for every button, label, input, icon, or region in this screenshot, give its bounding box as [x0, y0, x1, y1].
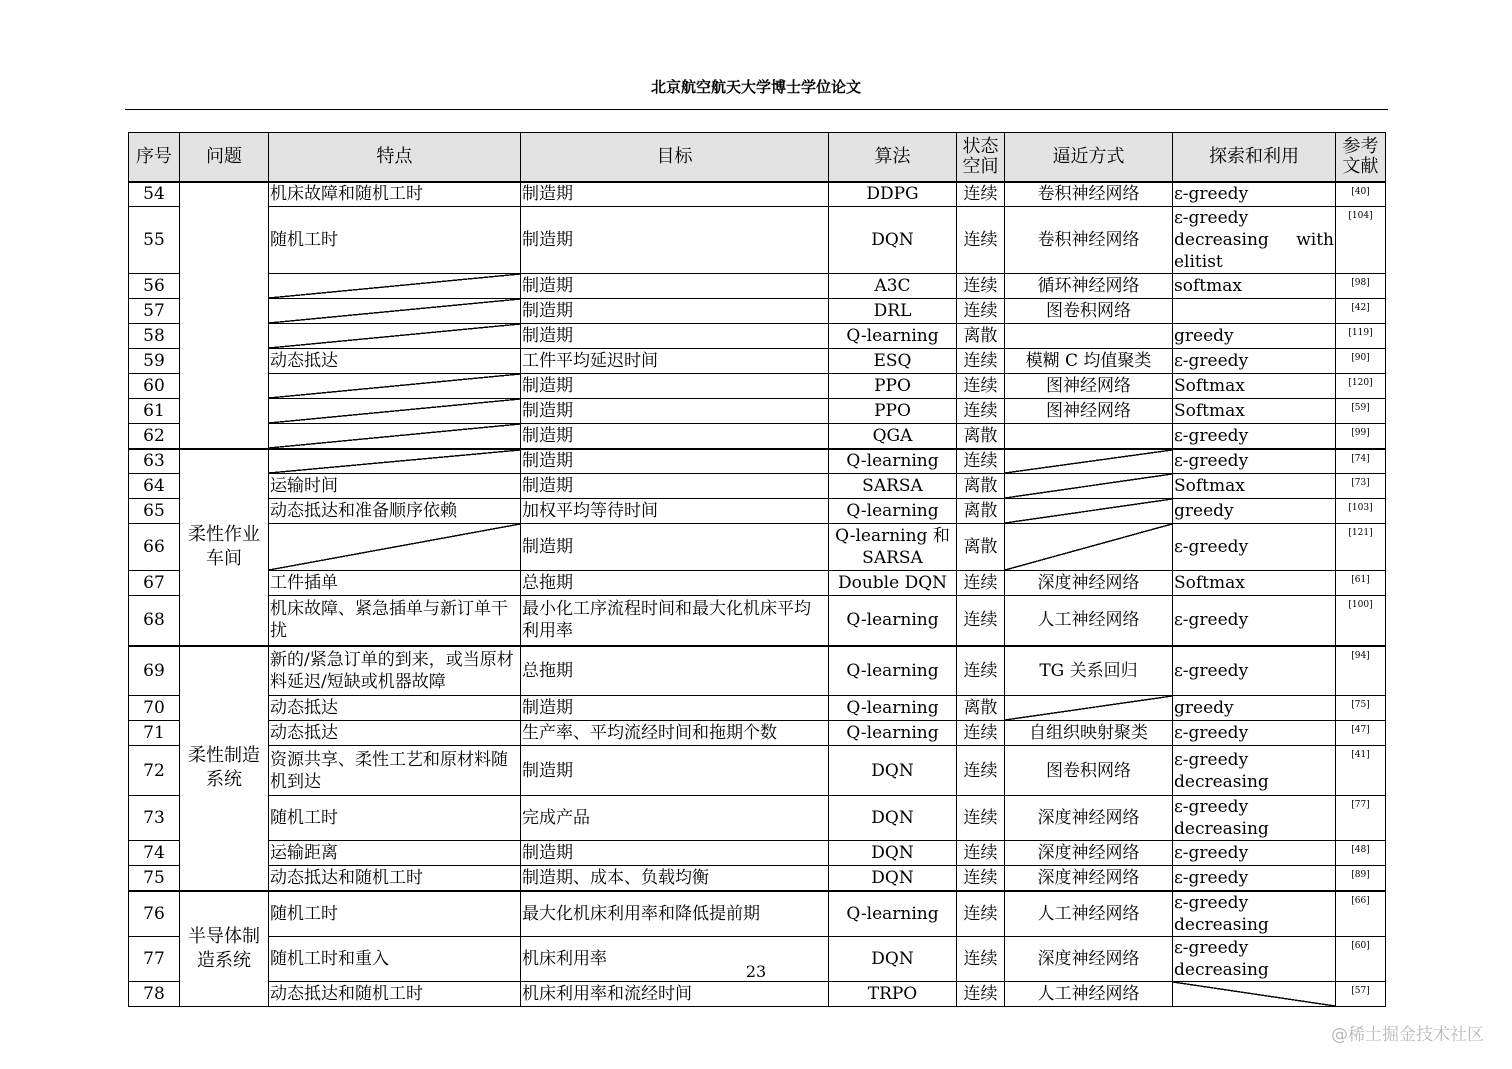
- state-space-cell: 连续: [957, 449, 1005, 474]
- exploration-cell: greedy: [1173, 499, 1336, 524]
- feature-cell: 动态抵达和随机工时: [269, 981, 521, 1006]
- goal-cell: 制造期: [521, 449, 829, 474]
- row-index-cell: 56: [129, 274, 180, 299]
- state-space-cell: 连续: [957, 207, 1005, 274]
- exploration-cell: ε-greedy: [1173, 841, 1336, 866]
- goal-cell: 制造期: [521, 696, 829, 721]
- approximation-cell: 深度神经网络: [1005, 936, 1173, 981]
- feature-cell: [269, 424, 521, 449]
- column-header: 特点: [269, 133, 521, 182]
- reference-cell: [121]: [1336, 524, 1386, 571]
- state-space-cell: 离散: [957, 474, 1005, 499]
- feature-cell: [269, 399, 521, 424]
- state-space-cell: 连续: [957, 936, 1005, 981]
- state-space-cell: 连续: [957, 182, 1005, 207]
- algorithm-cell: Q-learning: [829, 891, 957, 937]
- goal-cell: 总拖期: [521, 571, 829, 596]
- goal-cell: 制造期: [521, 746, 829, 796]
- state-space-cell: 离散: [957, 524, 1005, 571]
- row-index-cell: 54: [129, 182, 180, 207]
- row-index-cell: 65: [129, 499, 180, 524]
- reference-cell: [89]: [1336, 866, 1386, 891]
- algorithm-cell: Q-learning: [829, 721, 957, 746]
- table-row: [129, 646, 1386, 696]
- approximation-cell: 卷积神经网络: [1005, 182, 1173, 207]
- row-index-cell: 77: [129, 936, 180, 981]
- table-row: [129, 866, 1386, 891]
- reference-cell: [119]: [1336, 324, 1386, 349]
- approximation-cell: 图卷积网络: [1005, 299, 1173, 324]
- exploration-cell: ε-greedy decreasing: [1173, 891, 1336, 937]
- algorithm-cell: PPO: [829, 374, 957, 399]
- exploration-cell: ε-greedy decreasing: [1173, 936, 1336, 981]
- table-row: [129, 374, 1386, 399]
- feature-cell: 运输时间: [269, 474, 521, 499]
- row-index-cell: 62: [129, 424, 180, 449]
- exploration-cell: ε-greedy: [1173, 424, 1336, 449]
- exploration-cell: ε-greedy decreasing with elitist: [1174, 208, 1334, 272]
- state-space-cell: 离散: [957, 499, 1005, 524]
- row-index-cell: 78: [129, 981, 180, 1006]
- algorithm-cell: Q-learning: [829, 449, 957, 474]
- algorithm-cell: DQN: [829, 746, 957, 796]
- algorithm-cell: DRL: [829, 299, 957, 324]
- approximation-cell: 图神经网络: [1005, 374, 1173, 399]
- algorithm-cell: A3C: [829, 274, 957, 299]
- reference-cell: [42]: [1336, 299, 1386, 324]
- feature-cell: 随机工时: [269, 796, 521, 841]
- problem-group-cell: [180, 182, 269, 449]
- exploration-cell: ε-greedy: [1173, 721, 1336, 746]
- feature-cell: 动态抵达和随机工时: [269, 866, 521, 891]
- state-space-cell: 连续: [957, 796, 1005, 841]
- reference-cell: [104]: [1336, 207, 1386, 274]
- exploration-cell: Softmax: [1173, 571, 1336, 596]
- goal-cell: 制造期: [521, 274, 829, 299]
- table-row: [129, 524, 1386, 571]
- approximation-cell: 模糊 C 均值聚类: [1005, 349, 1173, 374]
- exploration-cell: softmax: [1173, 274, 1336, 299]
- reference-cell: [99]: [1336, 424, 1386, 449]
- table-row: [129, 696, 1386, 721]
- problem-group-cell: 柔性作业车间: [180, 449, 269, 646]
- exploration-cell: Softmax: [1173, 399, 1336, 424]
- state-space-cell: 连续: [957, 274, 1005, 299]
- algorithm-cell: ESQ: [829, 349, 957, 374]
- reference-cell: [100]: [1336, 596, 1386, 646]
- approximation-cell: [1005, 499, 1173, 524]
- exploration-cell: ε-greedy: [1173, 349, 1336, 374]
- feature-cell: 机床故障、紧急插单与新订单干扰: [269, 596, 521, 646]
- algorithm-cell: PPO: [829, 399, 957, 424]
- row-index-cell: 67: [129, 571, 180, 596]
- state-space-cell: 连续: [957, 299, 1005, 324]
- approximation-cell: 人工神经网络: [1005, 891, 1173, 937]
- reference-cell: [75]: [1336, 696, 1386, 721]
- approximation-cell: 自组织映射聚类: [1005, 721, 1173, 746]
- exploration-cell: ε-greedy: [1173, 866, 1336, 891]
- problem-group-cell: 半导体制造系统: [180, 891, 269, 1007]
- approximation-cell: 深度神经网络: [1005, 796, 1173, 841]
- row-index-cell: 61: [129, 399, 180, 424]
- exploration-cell: [1173, 981, 1336, 1006]
- state-space-cell: 连续: [957, 891, 1005, 937]
- state-space-cell: 离散: [957, 696, 1005, 721]
- algorithm-cell: TRPO: [829, 981, 957, 1006]
- exploration-cell: [1173, 299, 1336, 324]
- feature-cell: [269, 449, 521, 474]
- goal-cell: 机床利用率和流经时间: [521, 981, 829, 1006]
- algorithm-cell: DDPG: [829, 182, 957, 207]
- row-index-cell: 58: [129, 324, 180, 349]
- comparison-table: [128, 132, 1386, 1007]
- row-index-cell: 55: [129, 207, 180, 274]
- column-header: 探索和利用: [1173, 133, 1336, 182]
- approximation-cell: TG 关系回归: [1005, 646, 1173, 696]
- state-space-cell: 连续: [957, 374, 1005, 399]
- feature-cell: [269, 524, 521, 571]
- row-index-cell: 70: [129, 696, 180, 721]
- approximation-cell: 卷积神经网络: [1005, 207, 1173, 274]
- feature-cell: 随机工时: [269, 891, 521, 937]
- table-header-row: [129, 133, 1386, 182]
- table-row: [129, 474, 1386, 499]
- row-index-cell: 71: [129, 721, 180, 746]
- algorithm-cell: DQN: [829, 207, 957, 274]
- approximation-cell: 深度神经网络: [1005, 841, 1173, 866]
- goal-cell: 完成产品: [521, 796, 829, 841]
- feature-cell: 资源共享、柔性工艺和原材料随机到达: [269, 746, 521, 796]
- goal-cell: 制造期: [521, 182, 829, 207]
- feature-cell: 随机工时: [269, 207, 521, 274]
- feature-cell: 动态抵达: [269, 696, 521, 721]
- goal-cell: 制造期: [521, 399, 829, 424]
- exploration-cell: ε-greedy: [1173, 524, 1336, 571]
- algorithm-cell: DQN: [829, 936, 957, 981]
- table-row: [129, 746, 1386, 796]
- state-space-cell: 离散: [957, 424, 1005, 449]
- table-row: [129, 499, 1386, 524]
- column-header: 问题: [180, 133, 269, 182]
- goal-cell: 制造期: [521, 324, 829, 349]
- feature-cell: [269, 374, 521, 399]
- state-space-cell: 连续: [957, 981, 1005, 1006]
- algorithm-cell: Q-learning: [829, 499, 957, 524]
- table-row: [129, 349, 1386, 374]
- table-row: [129, 891, 1386, 937]
- approximation-cell: [1005, 696, 1173, 721]
- exploration-cell: ε-greedy decreasing: [1173, 746, 1336, 796]
- algorithm-cell: Double DQN: [829, 571, 957, 596]
- row-index-cell: 66: [129, 524, 180, 571]
- row-index-cell: 69: [129, 646, 180, 696]
- row-index-cell: 72: [129, 746, 180, 796]
- state-space-cell: 连续: [957, 349, 1005, 374]
- reference-cell: [48]: [1336, 841, 1386, 866]
- reference-cell: [103]: [1336, 499, 1386, 524]
- exploration-cell: ε-greedy: [1173, 449, 1336, 474]
- exploration-cell: ε-greedy decreasing: [1173, 796, 1336, 841]
- row-index-cell: 60: [129, 374, 180, 399]
- feature-cell: 动态抵达: [269, 349, 521, 374]
- reference-cell: [59]: [1336, 399, 1386, 424]
- reference-cell: [41]: [1336, 746, 1386, 796]
- row-index-cell: 64: [129, 474, 180, 499]
- header-rule: [125, 109, 1388, 110]
- table-row: [129, 449, 1386, 474]
- reference-cell: [66]: [1336, 891, 1386, 937]
- state-space-cell: 离散: [957, 324, 1005, 349]
- goal-cell: 制造期、成本、负载均衡: [521, 866, 829, 891]
- column-header: 算法: [829, 133, 957, 182]
- table-row: [129, 981, 1386, 1006]
- approximation-cell: 人工神经网络: [1005, 981, 1173, 1006]
- goal-cell: 制造期: [521, 841, 829, 866]
- column-header: 目标: [521, 133, 829, 182]
- table-row: [129, 399, 1386, 424]
- approximation-cell: [1005, 524, 1173, 571]
- column-header: 序号: [129, 133, 180, 182]
- approximation-cell: [1005, 449, 1173, 474]
- reference-cell: [98]: [1336, 274, 1386, 299]
- problem-group-cell: 柔性制造系统: [180, 646, 269, 891]
- exploration-cell: ε-greedy: [1173, 646, 1336, 696]
- reference-cell: [94]: [1336, 646, 1386, 696]
- approximation-cell: [1005, 474, 1173, 499]
- feature-cell: 运输距离: [269, 841, 521, 866]
- page-number: 23: [745, 962, 767, 981]
- algorithm-cell: Q-learning: [829, 324, 957, 349]
- goal-cell: 制造期: [521, 474, 829, 499]
- goal-cell: 制造期: [521, 424, 829, 449]
- feature-cell: [269, 274, 521, 299]
- feature-cell: 随机工时和重入: [269, 936, 521, 981]
- reference-cell: [73]: [1336, 474, 1386, 499]
- state-space-cell: 连续: [957, 866, 1005, 891]
- algorithm-cell: DQN: [829, 866, 957, 891]
- approximation-cell: 循环神经网络: [1005, 274, 1173, 299]
- row-index-cell: 74: [129, 841, 180, 866]
- goal-cell: 工件平均延迟时间: [521, 349, 829, 374]
- reference-cell: [47]: [1336, 721, 1386, 746]
- row-index-cell: 57: [129, 299, 180, 324]
- table-row: [129, 207, 1386, 274]
- table-row: [129, 324, 1386, 349]
- goal-cell: 制造期: [521, 374, 829, 399]
- table-row: [129, 796, 1386, 841]
- exploration-cell: Softmax: [1173, 474, 1336, 499]
- feature-cell: 新的/紧急订单的到来，或当原材料延迟/短缺或机器故障: [269, 646, 521, 696]
- page-header: 北京航空航天大学博士学位论文: [650, 78, 861, 96]
- row-index-cell: 68: [129, 596, 180, 646]
- approximation-cell: 图神经网络: [1005, 399, 1173, 424]
- row-index-cell: 59: [129, 349, 180, 374]
- algorithm-cell: DQN: [829, 841, 957, 866]
- algorithm-cell: Q-learning: [829, 646, 957, 696]
- reference-cell: [74]: [1336, 449, 1386, 474]
- row-index-cell: 63: [129, 449, 180, 474]
- feature-cell: 动态抵达和准备顺序依赖: [269, 499, 521, 524]
- column-header: 参考文献: [1336, 133, 1386, 182]
- state-space-cell: 连续: [957, 841, 1005, 866]
- table-row: [129, 299, 1386, 324]
- goal-cell: 加权平均等待时间: [521, 499, 829, 524]
- exploration-cell: ε-greedy: [1173, 596, 1336, 646]
- feature-cell: 机床故障和随机工时: [269, 182, 521, 207]
- state-space-cell: 连续: [957, 746, 1005, 796]
- feature-cell: 工件插单: [269, 571, 521, 596]
- feature-cell: [269, 299, 521, 324]
- exploration-cell: ε-greedy: [1173, 182, 1336, 207]
- goal-cell: 总拖期: [521, 646, 829, 696]
- state-space-cell: 连续: [957, 571, 1005, 596]
- table-row: [129, 721, 1386, 746]
- goal-cell: 最大化机床利用率和降低提前期: [521, 891, 829, 937]
- approximation-cell: 图卷积网络: [1005, 746, 1173, 796]
- goal-cell: 最小化工序流程时间和最大化机床平均利用率: [521, 596, 829, 646]
- state-space-cell: 连续: [957, 399, 1005, 424]
- column-header: 状态空间: [957, 133, 1005, 182]
- reference-cell: [90]: [1336, 349, 1386, 374]
- row-index-cell: 73: [129, 796, 180, 841]
- watermark: @稀土掘金技术社区: [1331, 1025, 1484, 1045]
- row-index-cell: 76: [129, 891, 180, 937]
- exploration-cell: greedy: [1173, 324, 1336, 349]
- reference-cell: [40]: [1336, 182, 1386, 207]
- approximation-cell: 深度神经网络: [1005, 571, 1173, 596]
- table-row: [129, 182, 1386, 207]
- algorithm-cell: QGA: [829, 424, 957, 449]
- column-header: 逼近方式: [1005, 133, 1173, 182]
- approximation-cell: 人工神经网络: [1005, 596, 1173, 646]
- algorithm-cell: SARSA: [829, 474, 957, 499]
- row-index-cell: 75: [129, 866, 180, 891]
- reference-cell: [77]: [1336, 796, 1386, 841]
- approximation-cell: 深度神经网络: [1005, 866, 1173, 891]
- reference-cell: [60]: [1336, 936, 1386, 981]
- table-row: [129, 571, 1386, 596]
- table-row: [129, 596, 1386, 646]
- reference-cell: [120]: [1336, 374, 1386, 399]
- exploration-cell: Softmax: [1173, 374, 1336, 399]
- table-row: [129, 841, 1386, 866]
- goal-cell: 制造期: [521, 299, 829, 324]
- exploration-cell: greedy: [1173, 696, 1336, 721]
- feature-cell: 动态抵达: [269, 721, 521, 746]
- state-space-cell: 连续: [957, 596, 1005, 646]
- goal-cell: 机床利用率: [521, 936, 829, 981]
- algorithm-cell: DQN: [829, 796, 957, 841]
- algorithm-cell: Q-learning: [829, 696, 957, 721]
- algorithm-cell: Q-learning: [829, 596, 957, 646]
- goal-cell: 制造期: [521, 207, 829, 274]
- approximation-cell: [1005, 324, 1173, 349]
- table-row: [129, 274, 1386, 299]
- goal-cell: 制造期: [521, 524, 829, 571]
- reference-cell: [57]: [1336, 981, 1386, 1006]
- table-row: [129, 424, 1386, 449]
- feature-cell: [269, 324, 521, 349]
- goal-cell: 生产率、平均流经时间和拖期个数: [521, 721, 829, 746]
- reference-cell: [61]: [1336, 571, 1386, 596]
- approximation-cell: [1005, 424, 1173, 449]
- state-space-cell: 连续: [957, 646, 1005, 696]
- state-space-cell: 连续: [957, 721, 1005, 746]
- algorithm-cell: Q-learning 和 SARSA: [829, 524, 957, 571]
